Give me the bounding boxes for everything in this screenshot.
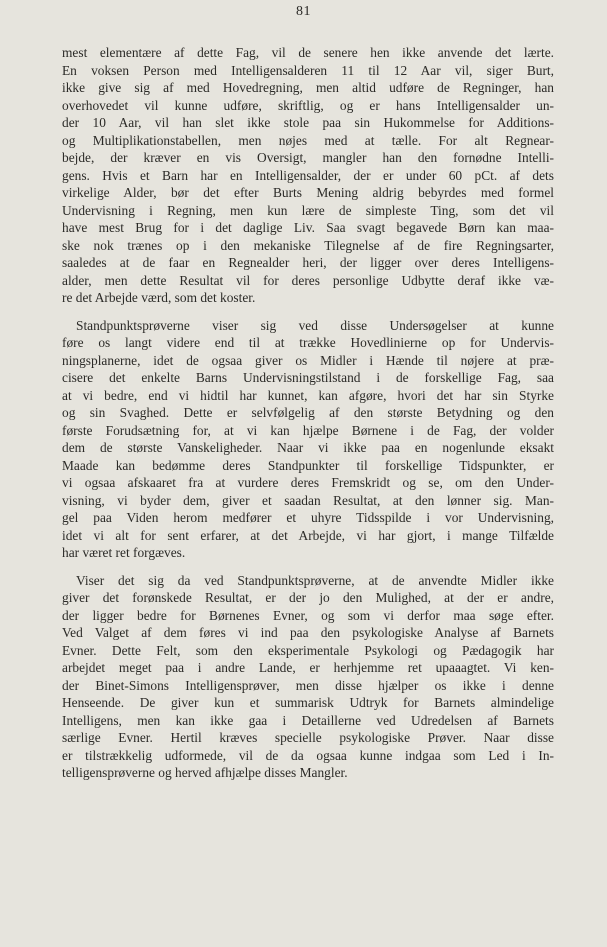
page-number: 81 — [296, 4, 311, 19]
text-line: ske nok trænes op i den mekaniske Tilegnelse af de fire Regningsarter, — [62, 237, 554, 253]
text-line: gens. Hvis et Barn har en Intelligensalder, der er under 60 pCt. af dets — [62, 167, 554, 183]
text-line: En voksen Person med Intelligensalderen 11 til 12 Aar vil, siger Burt, — [62, 62, 554, 78]
body-text — [62, 44, 554, 782]
text-line: Ved Valget af dem føres vi ind paa den psykologiske Analyse af Barnets — [62, 625, 554, 640]
text-line: ikke give sig af med Hovedregning, men altid udføre de Regninger, han — [62, 80, 554, 95]
text-line: og Multiplikationstabellen, men nøjes med at tælle. For alt Regnear- — [62, 132, 554, 148]
text-line: der ligger bedre for Børnenes Evner, og som vi derfor maa søge efter. — [62, 607, 554, 623]
text-line: ningsplanerne, idet de ogsaa giver os Midler i Hænde til nøjere at præ- — [62, 352, 554, 368]
text-line: overhovedet vil kunne udføre, skriftlig, og er hans Intelligensalder un- — [62, 97, 554, 113]
paragraph-1 — [62, 44, 554, 307]
text-line: er tilstrækkelig udformede, vil de da ogsaa kunne indgaa som Led i In- — [62, 747, 554, 763]
text-line: og sin Svaghed. Dette er selvfølgelig af den største Betydning og den — [62, 405, 554, 420]
text-line: vi ogsaa afskaaret fra at vurdere deres Fremskridt og se, om den Under- — [62, 475, 554, 490]
paragraph-2 — [62, 317, 554, 562]
text-line: telligensprøverne og herved afhjælpe disses Mangler. — [62, 765, 348, 780]
text-line: Maade kan bedømme deres Standpunkter til forskellige Tidspunkter, er — [62, 457, 554, 473]
text-line: der Binet-Simons Intelligensprøver, men disse hjælper os ikke i denne — [62, 677, 554, 693]
text-line: have mest Brug for i det daglige Liv. Saa svagt begavede Børn kan maa- — [62, 220, 554, 235]
text-line: alder, men dette Resultat vil for deres personlige Udbytte deraf ikke væ- — [62, 272, 554, 288]
text-line: første Forudsætning for, at vi kan hjælpe Børnene i de Fag, der volder — [62, 422, 554, 438]
text-line: re det Arbejde værd, som det koster. — [62, 290, 256, 305]
text-line: dem de største Vanskeligheder. Naar vi ikke paa en nogenlunde eksakt — [62, 440, 554, 455]
text-line: Standpunktsprøverne viser sig ved disse Undersøgelser at kunne — [76, 317, 554, 333]
text-line: Evner. Dette Felt, som den eksperimentale Psykologi og Pædagogik har — [62, 642, 554, 658]
text-line: arbejdet meget paa i andre Lande, er herhjemme ret upaaagtet. Vi ken- — [62, 660, 554, 675]
text-line: Undervisning i Regning, men kun lære de simpleste Ting, som det vil — [62, 202, 554, 218]
text-line: visning, vi byder dem, giver et saadan Resultat, at den lønner sig. Man- — [62, 492, 554, 508]
text-line: har været ret forgæves. — [62, 545, 186, 560]
text-line: Intelligens, men kan ikke gaa i Detaillerne ved Udredelsen af Barnets — [62, 712, 554, 728]
text-line: at vi bedre, end vi hidtil har kunnet, kan afgøre, hvori det har sin Styrke — [62, 387, 554, 403]
text-line: idet vi alt for sent erfarer, at det Arbejde, vi har gjort, i mange Tilfælde — [62, 527, 554, 543]
text-line: Viser det sig da ved Standpunktsprøverne, at de anvendte Midler ikke — [76, 572, 554, 588]
paragraph-3 — [62, 572, 554, 782]
text-line: bejde, der kræver en vis Oversigt, mangler han den fornødne Intelli- — [62, 150, 554, 165]
text-line: virkelige Alder, bør det efter Burts Mening aldrig bebyrdes med formel — [62, 185, 554, 200]
text-line: mest elementære af dette Fag, vil de senere hen ikke anvende det lærte. — [62, 45, 554, 60]
text-line: giver det forønskede Resultat, er der jo den Mulighed, at der er andre, — [62, 590, 554, 605]
text-line: gel paa Viden herom medfører et uhyre Tidsspilde i vor Undervisning, — [62, 510, 554, 525]
text-line: der 10 Aar, vil han slet ikke stole paa sin Hukommelse for Additions- — [62, 115, 554, 130]
text-line: føre os langt videre end til at trække Hovedlinierne op for Undervis- — [62, 335, 554, 350]
text-line: saaledes at de faar en Regnealder heri, der ligger over deres Intelligens- — [62, 255, 554, 270]
text-line: særlige Evner. Hertil kræves specielle psykologiske Prøver. Naar disse — [62, 730, 554, 745]
text-line: Henseende. De giver kun et summarisk Udtryk for Barnets almindelige — [62, 695, 554, 710]
text-line: cisere det enkelte Barns Undervisningstilstand i de forskellige Fag, saa — [62, 370, 554, 385]
